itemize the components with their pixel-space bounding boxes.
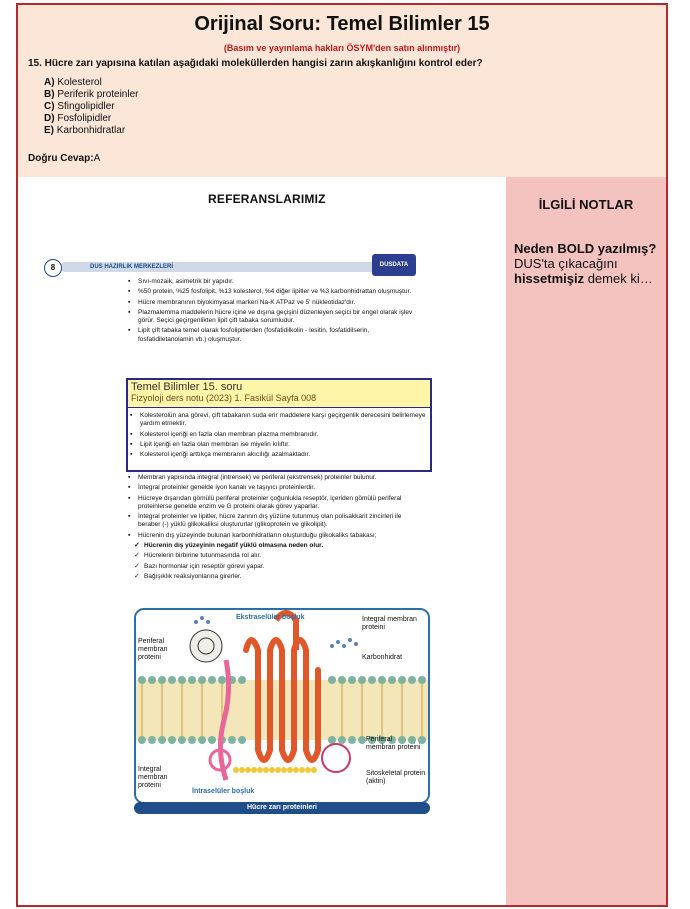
label-integral-bottom: İntegral membran proteini <box>138 766 168 789</box>
highlight-callout <box>126 378 432 472</box>
publisher-logo: DUSDATA <box>372 254 416 276</box>
integral-protein-shape <box>246 640 318 760</box>
correct-answer <box>28 153 100 164</box>
label-peripheral-right: Periferal membran proteini <box>366 736 421 751</box>
option-letter: A) <box>44 77 55 88</box>
answer-label: Doğru Cevap: <box>28 153 94 164</box>
list-item: ▪ Lipit çift tabaka temel olarak fosfolipitlerden (fosfatidilkolin - lesitin, fosfatidilserin, fosfatidiletanolamin vb.) oluşmuştur. <box>128 327 418 344</box>
option-letter: C) <box>44 101 55 112</box>
list-item: ▪ İntegral proteinler genelde iyon kanalı ve taşıyıcı proteinlerdir. <box>128 484 418 492</box>
notes-line: DUS'ta çıkacağını <box>514 256 618 271</box>
list-item: ▪ %50 protein, %25 fosfolipit, %13 kolesterol, %4 diğer lipitler ve %3 karbonhidrattan oluşmuştur. <box>128 288 418 296</box>
label-intracellular: İntraselüler boşluk <box>192 788 255 795</box>
check-item: ✓ Hücrelerin birbirine tutunmasında rol alır. <box>134 552 418 560</box>
bullet-list-bottom <box>128 474 418 583</box>
list-item: ▪ Kolesterol içeriği en fazla olan membran plazma membranıdır. <box>130 431 426 439</box>
list-item: ▪ Sıvı-mozaik, asimetrik bir yapıdır. <box>128 278 418 286</box>
peripheral-protein-right <box>322 744 350 772</box>
question-title: Orijinal Soru: Temel Bilimler 15 <box>194 13 490 35</box>
list-item: ▪ Hücreye dışarıdan gömülü periferal proteinler çoğunlukla reseptör, içeriden gömülü periferal proteinlerse genelde enzim ve G proteini olarak görev yaparlar. <box>128 495 418 512</box>
answer-value: A <box>93 153 101 164</box>
peripheral-protein-left <box>190 630 222 662</box>
option-c <box>44 101 139 113</box>
check-item: ✓ Bazı hormonlar için reseptör görevi yapar. <box>134 563 418 571</box>
list-item: ▪ Lipit içeriği en fazla olan membran ise miyelin kılıftır. <box>130 441 426 449</box>
list-item: ▪ Kolesterol içeriği arttıkça membranın akıcılığı azalmaktadır. <box>130 451 426 459</box>
label-peripheral-left: Periferal membran proteini <box>138 638 168 661</box>
list-item: ▪ İntegral proteinler ve lipitler, hücre zarının dış yüzüne tutunmuş olan polisakkarit zincirleri ile beraber (-) yüklü glikokaliksi oluştururlar (glikoprotein ve glikolipit). <box>128 513 418 530</box>
question-text: 15. Hücre zarı yapısına katılan aşağıdaki moleküllerden hangisi zarın akışkanlığını kontrol eder? <box>28 58 483 69</box>
option-text: Periferik proteinler <box>57 89 139 100</box>
page-header-bar: DUS HAZIRLIK MERKEZLERİ <box>60 262 380 272</box>
list-item: ▪ Plazmalemma maddelerin hücre içine ve dışına geçişini düzenleyen seçici bir engel olarak işlev görür. Seçici geçirgenlikten lipit çift tabaka sorumludur. <box>128 309 418 326</box>
option-letter: B) <box>44 89 55 100</box>
option-letter: E) <box>44 125 54 136</box>
option-d <box>44 113 139 125</box>
option-list <box>44 77 139 137</box>
notes-title: İLGİLİ NOTLAR <box>538 197 634 212</box>
option-e <box>44 125 139 137</box>
notes-line-end: demek ki… <box>584 271 653 286</box>
check-item: ✓ Hücrenin dış yüzeyinin negatif yüklü olmasına neden olur. <box>134 542 418 550</box>
option-letter: D) <box>44 113 55 124</box>
option-text: Fosfolipidler <box>57 113 112 124</box>
bullet-list-top <box>128 278 418 346</box>
callout-title: Temel Bilimler 15. soru <box>131 381 243 393</box>
list-item: ▪ Membran yapısında integral (intrensek) ve periferal (ekstrensek) proteinler bulunur. <box>128 474 418 482</box>
notes-bold-word: hissetmişiz <box>514 271 585 286</box>
notes-body <box>514 241 662 286</box>
option-text: Karbonhidratlar <box>56 125 126 136</box>
diagram-caption: Hücre zarı proteinleri <box>134 802 430 814</box>
callout-label <box>128 380 430 408</box>
list-item: ▪ Kolesterolün ana görevi, çift tabakanın suda erir maddelere karşı geçirgenlik derecesini belirlemeye yardım etmektir. <box>130 412 426 429</box>
page-number: 8 <box>44 259 62 277</box>
membrane-diagram <box>134 608 430 804</box>
label-extracellular: Ekstraselüler boşluk <box>236 614 305 621</box>
notes-panel <box>506 177 666 907</box>
callout-source: Fizyoloji ders notu (2023) 1. Fasikül Sayfa 008 <box>131 393 317 403</box>
copyright-note: (Basım ve yayınlama hakları ÖSYM'den satın alınmıştır) <box>223 43 461 53</box>
list-item: ▪ Hücre membranının biyokimyasal markeri Na-K ATPaz ve 5' nükleotidaz'dır. <box>128 299 418 307</box>
notes-bold-question: Neden BOLD yazılmış? <box>514 241 657 256</box>
option-a <box>44 77 139 89</box>
option-text: Kolesterol <box>57 77 102 88</box>
question-panel <box>18 5 666 177</box>
option-b <box>44 89 139 101</box>
option-text: Sfingolipidler <box>57 101 115 112</box>
references-heading: REFERANSLARIMIZ <box>208 192 326 206</box>
label-carbohydrate: Karbonhidrat <box>362 654 403 661</box>
list-item: ▪ Hücrenin dış yüzeyinde bulunan karbonhidratların oluşturduğu glikokaliks tabakası; <box>128 532 418 540</box>
check-item: ✓ Bağışıklık reaksiyonlarına girerler. <box>134 573 418 581</box>
label-cytoskeletal: Sitoskeletal protein (aktin) <box>366 770 426 785</box>
label-integral-top: İntegral membran proteini <box>362 616 417 631</box>
